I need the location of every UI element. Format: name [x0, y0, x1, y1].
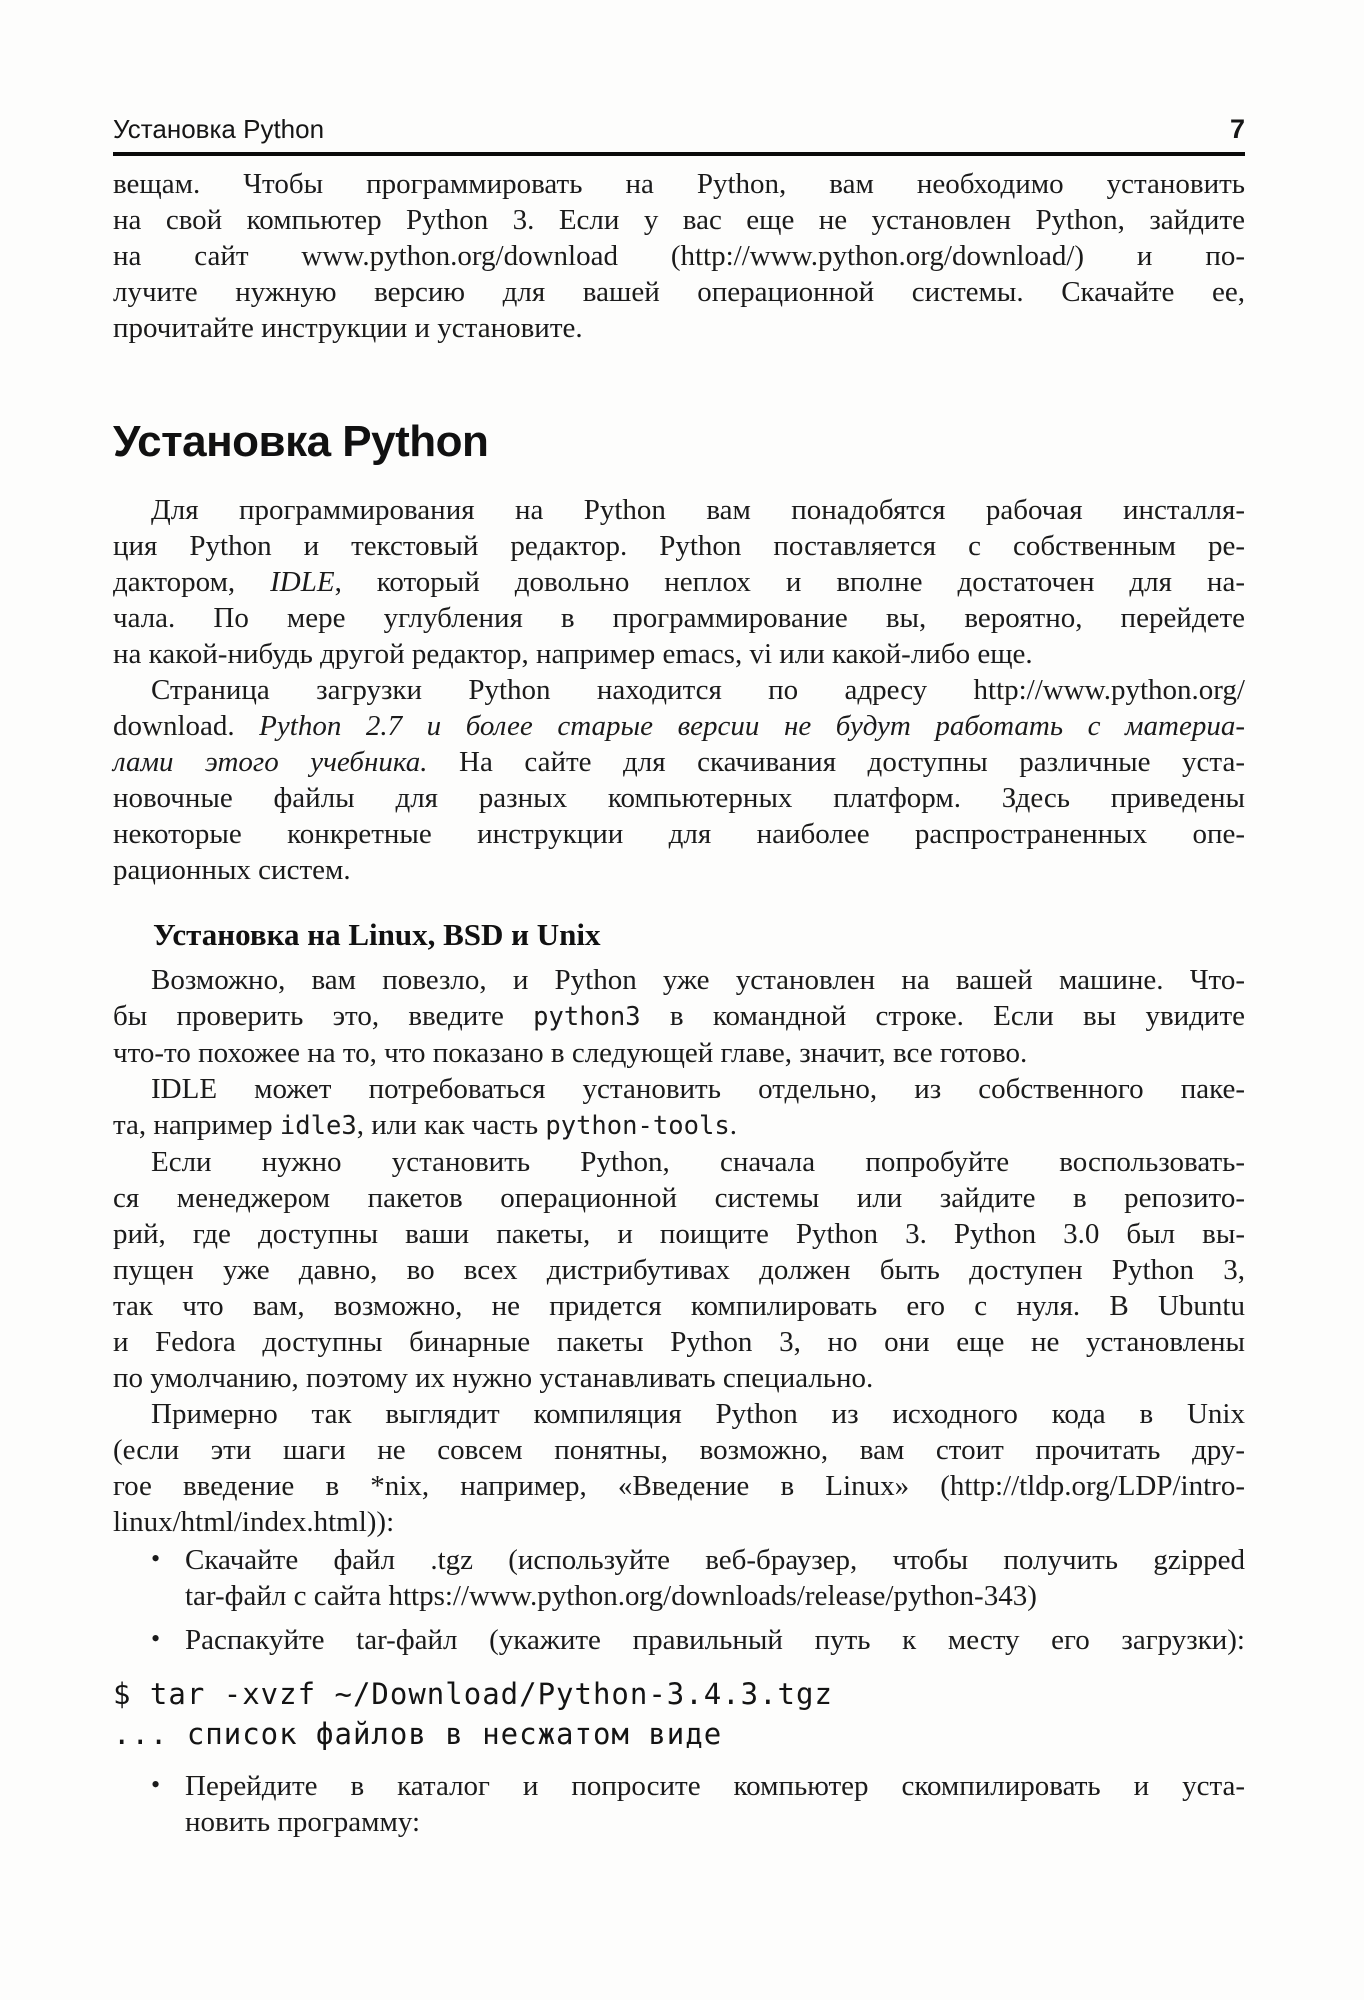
- text-line: Если нужно установить Python, сначала попробуйте воспользовать-: [151, 1146, 1245, 1178]
- text-line: tar-файл с сайта https://www.python.org/downloads/release/python-343): [185, 1580, 1037, 1612]
- page-number: 7: [1229, 114, 1245, 144]
- code-line: ... список файлов в несжатом виде: [113, 1717, 723, 1751]
- bullet-list-item: [113, 1622, 1245, 1658]
- text-line: Перейдите в каталог и попросите компьютер скомпилировать и уста-: [185, 1770, 1245, 1802]
- bullet-icon: •: [151, 1624, 161, 1653]
- text-line: ся менеджером пакетов операционной системы или зайдите в репозито-: [113, 1182, 1245, 1214]
- text-line: бы проверить это, введите python3 в командной строке. Если вы увидите: [113, 1000, 1245, 1032]
- bullet-text: [185, 1542, 1245, 1614]
- paragraph: [113, 1144, 1245, 1396]
- text-line: рий, где доступны ваши пакеты, и поищите Python 3. Python 3.0 был вы-: [113, 1218, 1245, 1250]
- text-line: пущен уже давно, во всех дистрибутивах должен быть доступен Python 3,: [113, 1254, 1245, 1286]
- paragraph: [113, 962, 1245, 1071]
- page-body: [113, 166, 1245, 1840]
- text-line: лучите нужную версию для вашей операционной системы. Скачайте ее,: [113, 276, 1245, 308]
- text-line: (если эти шаги не совсем понятны, возможно, вам стоит прочитать дру-: [113, 1434, 1245, 1466]
- running-header-title: Установка Python: [113, 114, 325, 144]
- text-line: IDLE может потребоваться установить отдельно, из собственного паке-: [151, 1073, 1245, 1105]
- text-line: Страница загрузки Python находится по адресу http://www.python.org/: [151, 674, 1245, 706]
- text-line: та, например idle3, или как часть python-tools.: [113, 1109, 737, 1141]
- text-line: Возможно, вам повезло, и Python уже установлен на вашей машине. Что-: [151, 964, 1245, 996]
- text-line: по умолчанию, поэтому их нужно устанавливать специально.: [113, 1362, 874, 1394]
- text-line: ция Python и текстовый редактор. Python поставляется с собственным ре-: [113, 530, 1245, 562]
- subsection-heading: Установка на Linux, BSD и Unix: [153, 917, 601, 952]
- emphasis-text: лами этого учебника.: [113, 746, 428, 778]
- code-block: [113, 1674, 1245, 1754]
- emphasis-text: IDLE: [270, 566, 335, 598]
- inline-code: idle3: [279, 1111, 357, 1141]
- inline-code: python-tools: [545, 1111, 730, 1141]
- text-line: на свой компьютер Python 3. Если у вас еще не установлен Python, зайдите: [113, 204, 1245, 236]
- text-line: что-то похожее на то, что показано в следующей главе, значит, все готово.: [113, 1037, 1028, 1069]
- text-line: вещам. Чтобы программировать на Python, вам необходимо установить: [113, 168, 1245, 200]
- bullet-text: [185, 1622, 1245, 1658]
- emphasis-text: Python 2.7 и более старые версии не будут работать с материа-: [259, 710, 1245, 742]
- bullet-icon: •: [151, 1544, 161, 1573]
- text-line: Примерно так выглядит компиляция Python из исходного кода в Unix: [151, 1398, 1245, 1430]
- page-content: [113, 114, 1245, 1840]
- header-rule: [113, 152, 1245, 156]
- text-line: новить программу:: [185, 1806, 421, 1838]
- bullet-list-item: [113, 1542, 1245, 1614]
- text-line: лами этого учебника. На сайте для скачивания доступны различные уста-: [113, 746, 1245, 778]
- text-line: рационных систем.: [113, 854, 351, 886]
- text-line: новочные файлы для разных компьютерных платформ. Здесь приведены: [113, 782, 1245, 814]
- text-line: на сайт www.python.org/download (http://www.python.org/download/) и по-: [113, 240, 1245, 272]
- paragraph: [113, 672, 1245, 888]
- text-line: Скачайте файл .tgz (используйте веб-браузер, чтобы получить gzipped: [185, 1544, 1245, 1576]
- text-line: и Fedora доступны бинарные пакеты Python 3, но они еще не установлены: [113, 1326, 1245, 1358]
- text-line: Распакуйте tar-файл (укажите правильный путь к месту его загрузки):: [185, 1624, 1245, 1656]
- text-line: linux/html/index.html)):: [113, 1506, 395, 1538]
- paragraph: [113, 166, 1245, 346]
- text-line: дактором, IDLE, который довольно неплох и вполне достаточен для на-: [113, 566, 1245, 598]
- bullet-text: [185, 1768, 1245, 1840]
- text-line: чала. По мере углубления в программирование вы, вероятно, перейдете: [113, 602, 1245, 634]
- inline-code: python3: [533, 1002, 641, 1032]
- text-line: Для программирования на Python вам понадобятся рабочая инсталля-: [151, 494, 1245, 526]
- running-header: [113, 114, 1245, 144]
- text-line: некоторые конкретные инструкции для наиболее распространенных опе-: [113, 818, 1245, 850]
- text-line: гое введение в *nix, например, «Введение в Linux» (http://tldp.org/LDP/intro-: [113, 1470, 1245, 1502]
- code-line: $ tar -xvzf ~/Download/Python-3.4.3.tgz: [113, 1677, 833, 1711]
- paragraph: [113, 1396, 1245, 1540]
- section-heading: Установка Python: [113, 417, 489, 466]
- bullet-icon: •: [151, 1770, 161, 1799]
- text-line: так что вам, возможно, не придется компилировать его с нуля. В Ubuntu: [113, 1290, 1245, 1322]
- bullet-list-item: [113, 1768, 1245, 1840]
- text-line: download. Python 2.7 и более старые версии не будут работать с материа-: [113, 710, 1245, 742]
- paragraph: [113, 1071, 1245, 1144]
- text-line: на какой-нибудь другой редактор, например emacs, vi или какой-либо еще.: [113, 638, 1033, 670]
- paragraph: [113, 492, 1245, 672]
- text-line: прочитайте инструкции и установите.: [113, 312, 583, 344]
